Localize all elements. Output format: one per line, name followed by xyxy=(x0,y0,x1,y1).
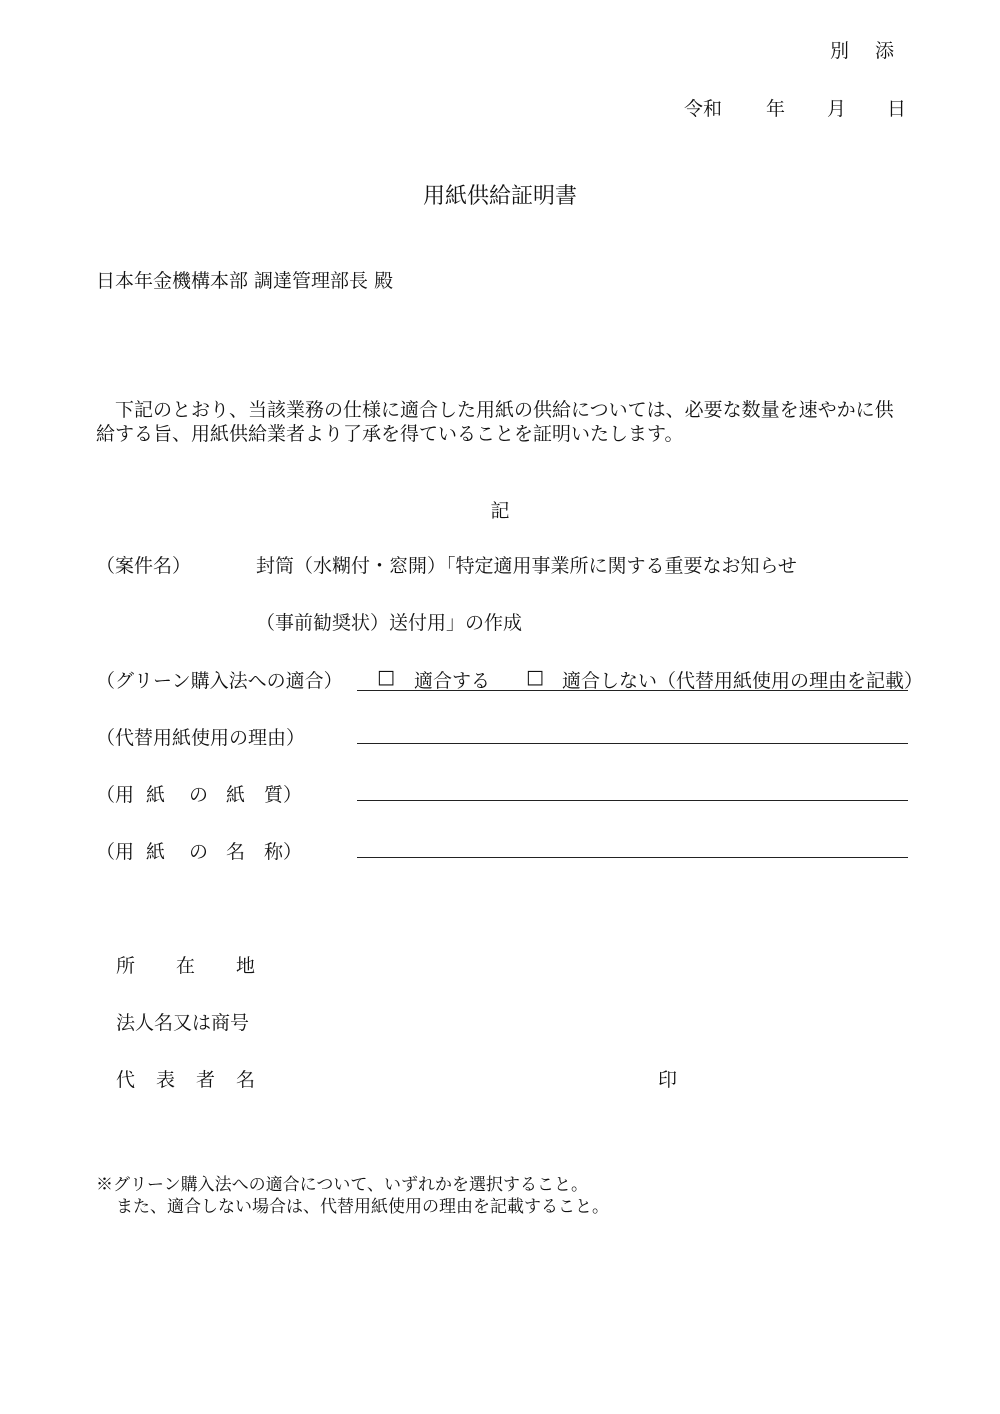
note-line-1: ※グリーン購入法への適合について、いずれかを選択すること。 xyxy=(96,1175,588,1195)
certification-statement: 下記のとおり、当該業務の仕様に適合した用紙の供給については、必要な数量を速やかに供給する旨、用紙供給業者より了承を得ていることを証明いたします。 xyxy=(96,399,894,445)
green-compliance-label: （グリーン購入法への適合） xyxy=(96,670,343,692)
alternative-paper-reason-field[interactable] xyxy=(357,743,908,744)
paper-quality-label-part: の xyxy=(189,784,209,806)
paper-quality-label-part: 紙 xyxy=(146,784,166,806)
paper-name-label-part: 名 xyxy=(226,841,246,863)
document-title: 用紙供給証明書 xyxy=(422,184,577,209)
not-comply-option-label: 適合しない（代替用紙使用の理由を記載） xyxy=(562,670,924,692)
paper-quality-label-part: 質） xyxy=(264,784,303,806)
addressee: 日本年金機構本部 調達管理部長 殿 xyxy=(96,270,394,292)
paper-name-field[interactable] xyxy=(357,857,908,858)
paper-name-label xyxy=(96,837,302,864)
alternative-paper-reason-label: （代替用紙使用の理由） xyxy=(96,727,306,749)
paper-name-label-part: の xyxy=(189,841,209,863)
paper-name-label-part: 紙 xyxy=(146,841,166,863)
comply-checkbox[interactable]: □ xyxy=(377,666,395,688)
not-comply-checkbox[interactable]: □ xyxy=(526,666,544,688)
ki-heading: 記 xyxy=(490,500,510,522)
representative-label-char: 者 xyxy=(196,1069,216,1091)
date-day-label: 日 xyxy=(887,98,907,120)
project-name-label: （案件名） xyxy=(96,555,192,577)
paper-quality-field[interactable] xyxy=(357,800,908,801)
paper-quality-label-part: （用 xyxy=(96,784,135,806)
comply-option-label: 適合する xyxy=(414,670,491,692)
paper-name-label-part: 称） xyxy=(264,841,303,863)
note-line-2: また、適合しない場合は、代替用紙使用の理由を記載すること。 xyxy=(116,1197,609,1217)
corporate-name-label: 法人名又は商号 xyxy=(116,1012,250,1034)
representative-label-char: 名 xyxy=(236,1069,256,1091)
representative-label-char: 表 xyxy=(156,1069,176,1091)
paper-quality-label-part: 紙 xyxy=(226,784,246,806)
address-label-char: 在 xyxy=(176,955,196,977)
representative-name-label xyxy=(116,1065,255,1092)
address-label-char: 所 xyxy=(116,955,136,977)
address-label-char: 地 xyxy=(236,955,256,977)
green-compliance-options xyxy=(357,666,924,692)
date-era: 令和 xyxy=(684,98,723,120)
attachment-label: 別 添 xyxy=(829,40,904,62)
paper-quality-label xyxy=(96,780,302,807)
paper-name-label-part: （用 xyxy=(96,841,135,863)
project-name-line-2: （事前勧奨状）送付用」の作成 xyxy=(256,612,523,634)
seal-mark: 印 xyxy=(658,1069,678,1091)
date-year-label: 年 xyxy=(766,98,786,120)
date-row xyxy=(684,94,906,120)
representative-label-char: 代 xyxy=(116,1069,136,1091)
project-name-line-1: 封筒（水糊付・窓開）「特定適用事業所に関する重要なお知らせ xyxy=(256,555,797,577)
address-label xyxy=(116,951,255,978)
date-month-label: 月 xyxy=(827,98,847,120)
